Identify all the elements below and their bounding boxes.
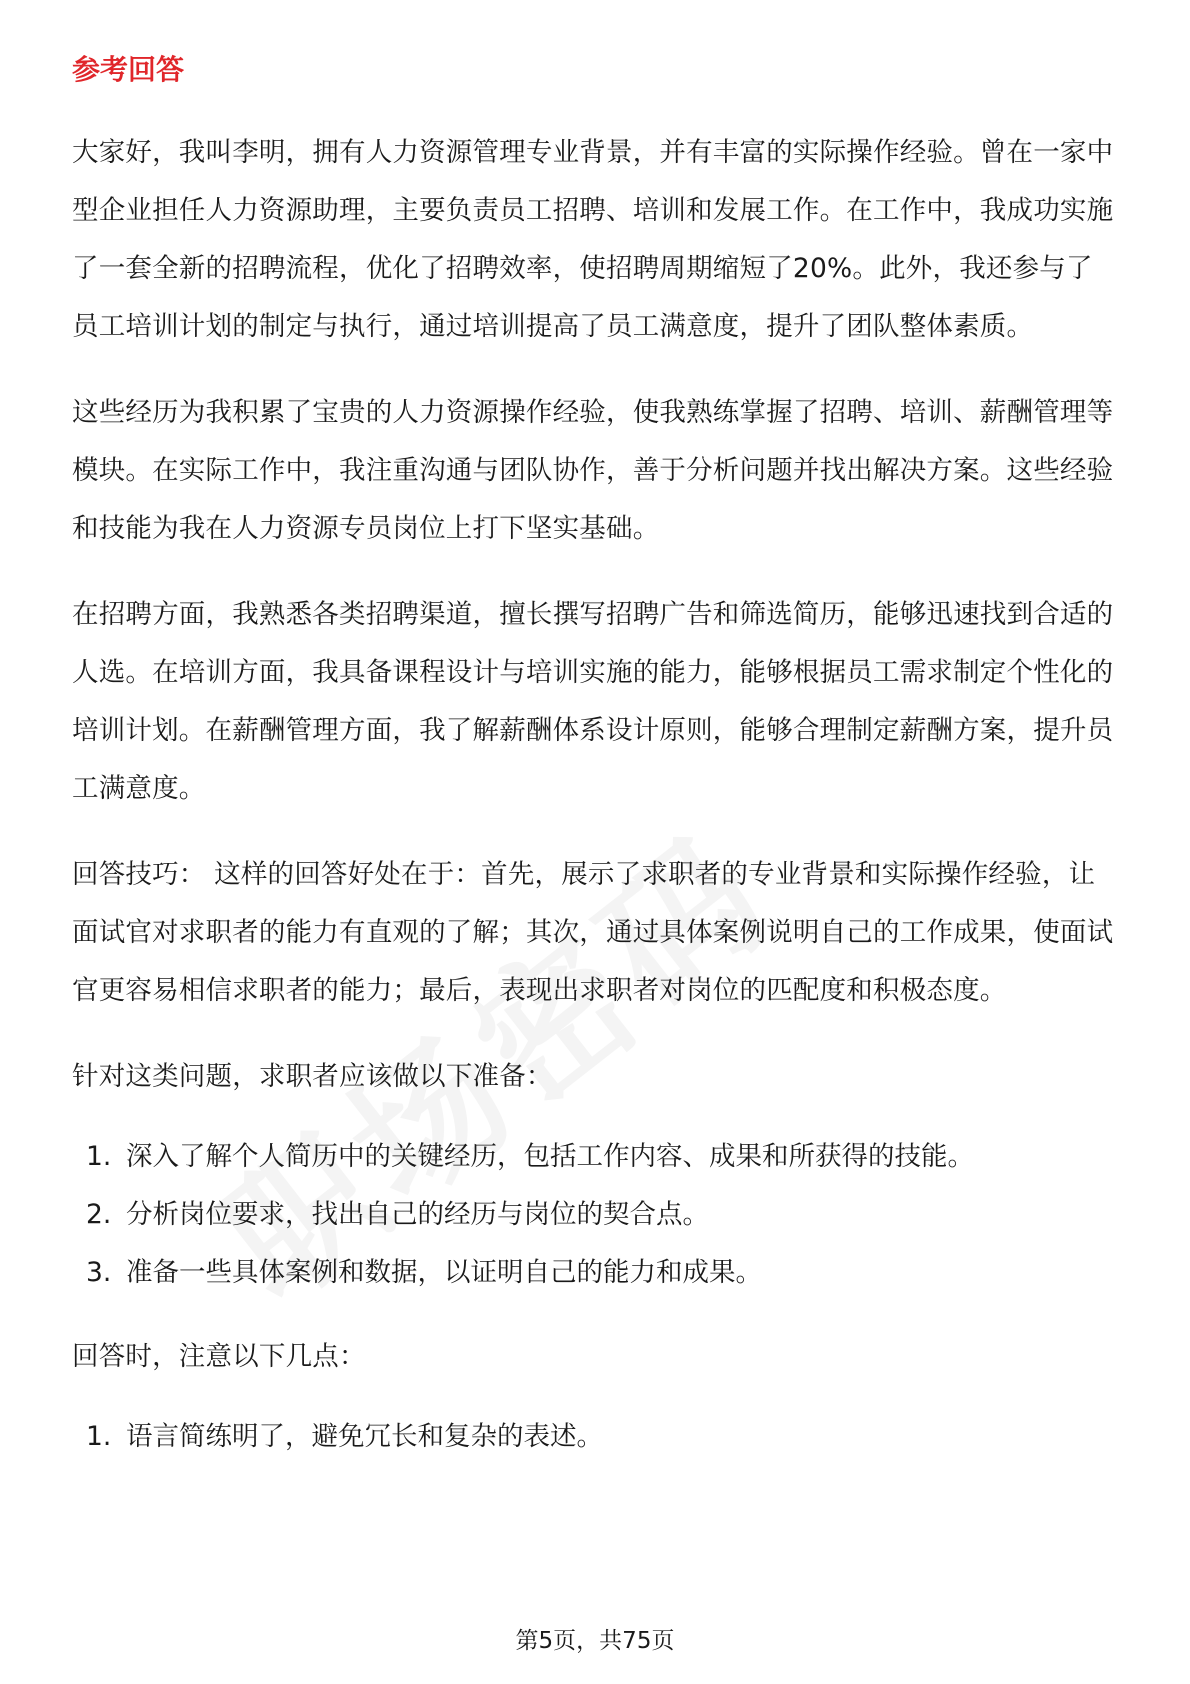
list-number: 1. bbox=[86, 1421, 112, 1452]
paragraph-experience: 这些经历为我积累了宝贵的人力资源操作经验，使我熟练掌握了招聘、培训、薪酬管理等模块。在实际工作中，我注重沟通与团队协作，善于分析问题并找出解决方案。这些经验和技能为我在人力资源专员岗位上打下坚实基础。 bbox=[72, 397, 1114, 544]
notes-list bbox=[72, 1408, 1118, 1466]
list-text: 分析岗位要求，找出自己的经历与岗位的契合点。 bbox=[126, 1199, 709, 1230]
list-text: 语言简练明了，避免冗长和复杂的表述。 bbox=[126, 1421, 603, 1452]
list-item bbox=[72, 1128, 1118, 1186]
list-text: 准备一些具体案例和数据，以证明自己的能力和成果。 bbox=[126, 1257, 762, 1288]
list-text: 深入了解个人简历中的关键经历，包括工作内容、成果和所获得的技能。 bbox=[126, 1141, 974, 1172]
paragraph-intro: 大家好，我叫李明，拥有人力资源管理专业背景，并有丰富的实际操作经验。曾在一家中型企业担任人力资源助理，主要负责员工招聘、培训和发展工作。在工作中，我成功实施了一套全新的招聘流程，优化了招聘效率，使招聘周期缩短了20%。此外，我还参与了员工培训计划的制定与执行，通过培训提高了员工满意度，提升了团队整体素质。 bbox=[72, 137, 1114, 342]
paragraph-notes-intro: 回答时，注意以下几点： bbox=[72, 1341, 366, 1372]
list-item bbox=[72, 1186, 1118, 1244]
list-number: 1. bbox=[86, 1141, 112, 1172]
list-item bbox=[72, 1408, 1118, 1466]
list-number: 3. bbox=[86, 1257, 112, 1288]
page-footer: 第5页，共75页 bbox=[515, 1628, 675, 1654]
list-number: 2. bbox=[86, 1199, 112, 1230]
paragraph-answer-tips: 回答技巧： 这样的回答好处在于：首先，展示了求职者的专业背景和实际操作经验，让面试官对求职者的能力有直观的了解；其次，通过具体案例说明自己的工作成果，使面试官更容易相信求职者的能力；最后，表现出求职者对岗位的匹配度和积极态度。 bbox=[72, 859, 1114, 1006]
paragraph-preparation-intro: 针对这类问题，求职者应该做以下准备： bbox=[72, 1061, 553, 1092]
section-title: 参考回答 bbox=[72, 53, 185, 86]
list-item bbox=[72, 1244, 1118, 1302]
preparation-list bbox=[72, 1128, 1118, 1302]
paragraph-skills: 在招聘方面，我熟悉各类招聘渠道，擅长撰写招聘广告和筛选简历，能够迅速找到合适的人选。在培训方面，我具备课程设计与培训实施的能力，能够根据员工需求制定个性化的培训计划。在薪酬管理方面，我了解薪酬体系设计原则，能够合理制定薪酬方案，提升员工满意度。 bbox=[72, 599, 1114, 804]
page-content bbox=[72, 48, 1118, 1492]
